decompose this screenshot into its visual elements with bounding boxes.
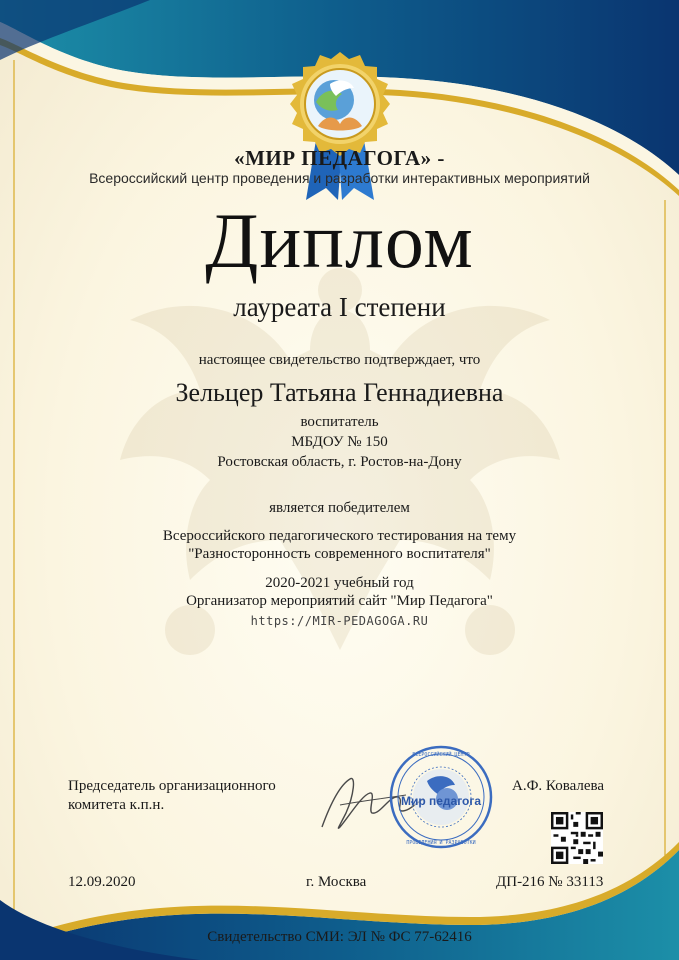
event-line-2: "Разносторонность современного воспитателя"	[188, 546, 491, 562]
diploma-title: Диплом	[205, 197, 474, 284]
seal-label: Мир педагога	[400, 794, 482, 808]
official-seal-icon	[376, 745, 506, 850]
signatory-role-line-2: комитета к.п.н.	[68, 797, 165, 813]
organizer-name: «МИР ПЕДАГОГА» -	[234, 146, 445, 170]
certifies-text: настоящее свидетельство подтверждает, что	[198, 352, 481, 368]
academic-year: 2020-2021 учебный год	[265, 575, 414, 591]
recipient-name: Зельцер Татьяна Геннадиевна	[175, 378, 504, 407]
issue-city: г. Москва	[306, 874, 367, 890]
diploma-degree: лауреата I степени	[233, 292, 446, 322]
site-url: https://MIR-PEDAGOGA.RU	[250, 614, 429, 628]
signatory-name: А.Ф. Ковалева	[512, 778, 605, 794]
qr-code-icon	[551, 812, 603, 864]
recipient-institution: МБДОУ № 150	[291, 434, 388, 450]
winner-text: является победителем	[269, 500, 410, 516]
svg-text:ПРОВЕДЕНИЯ И РАЗРАБОТКИ: ПРОВЕДЕНИЯ И РАЗРАБОТКИ	[406, 840, 476, 846]
event-line-1: Всероссийского педагогического тестирования на тему	[162, 528, 517, 544]
diploma-number: ДП-216 № 33113	[496, 874, 604, 890]
organizer-site: Организатор мероприятий сайт "Мир Педагога"	[186, 593, 493, 609]
recipient-location: Ростовская область, г. Ростов-на-Дону	[217, 454, 462, 470]
svg-text:ВСЕРОССИЙСКИЙ ЦЕНТР: ВСЕРОССИЙСКИЙ ЦЕНТР	[412, 752, 470, 758]
media-certificate: Свидетельство СМИ: ЭЛ № ФС 77-62416	[207, 929, 472, 945]
recipient-position: воспитатель	[300, 414, 379, 430]
organizer-subtitle: Всероссийский центр проведения и разработки интерактивных мероприятий	[89, 170, 590, 186]
signatory-role-line-1: Председатель организационного	[68, 778, 276, 794]
issue-date: 12.09.2020	[68, 874, 136, 890]
